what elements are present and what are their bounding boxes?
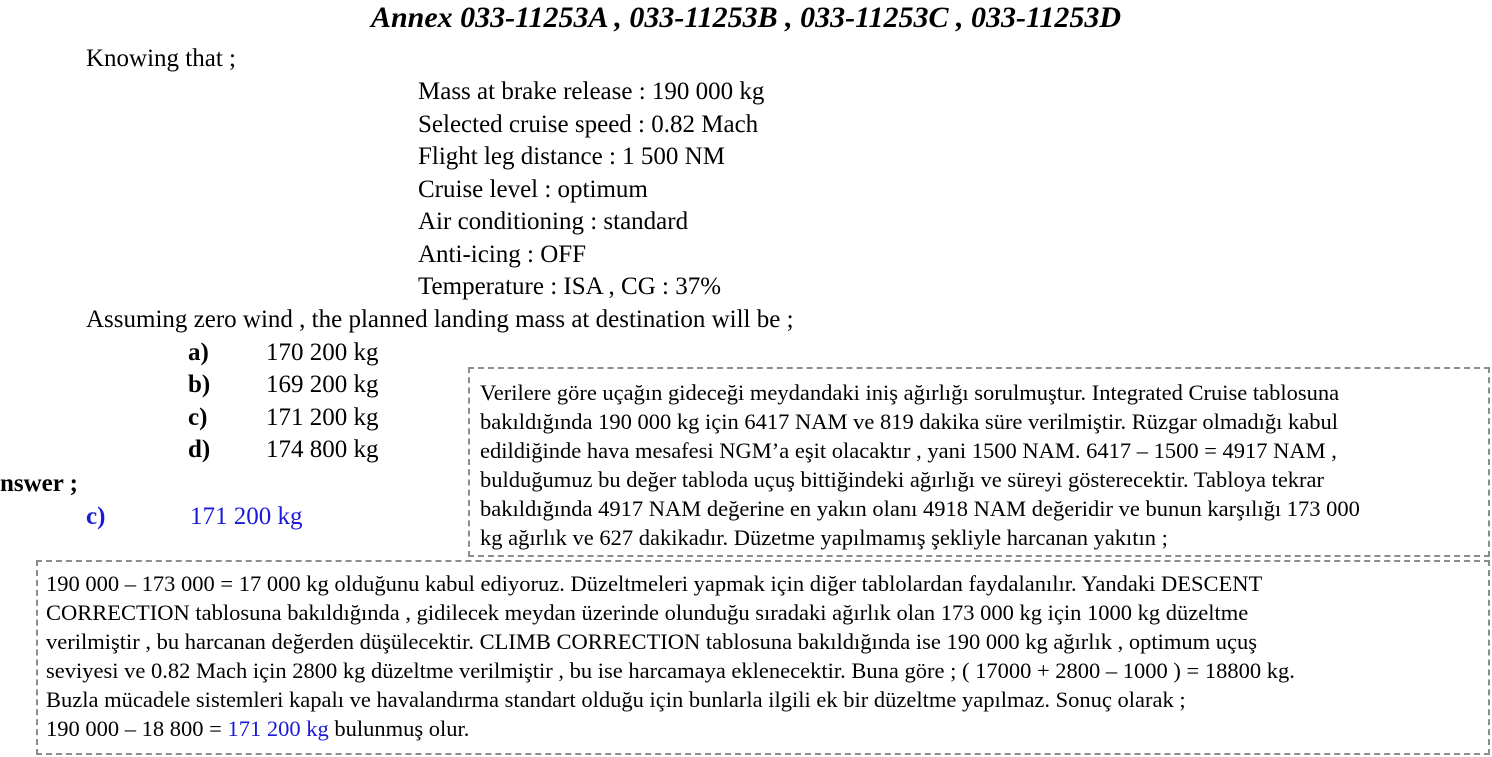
given-distance: Flight leg distance : 1 500 NM xyxy=(418,143,725,170)
explanation-line: Buzla mücadele sistemleri kapalı ve havalandırma standart olduğu için bunlarla ilgili ek bir düzeltme yapılmaz. Sonuç olarak ; xyxy=(46,687,1186,712)
result-prefix: 190 000 – 18 800 = xyxy=(46,716,228,741)
explanation-line: kg ağırlık ve 627 dakikadır. Düzetme yapılmamış şekliyle harcanan yakıtın ; xyxy=(480,525,1168,550)
explanation-line: bulduğumuz bu değer tabloda uçuş bittiğindeki ağırlığı ve süreyi gösterecektir. Tabloya tekrar xyxy=(480,467,1325,492)
answer-value: 171 200 kg xyxy=(190,503,303,530)
explanation-line: CORRECTION tablosuna bakıldığında , gidilecek meydan üzerinde olunduğu sıradaki ağırlık olan 173 000 kg için 1000 kg düzeltme xyxy=(46,600,1249,625)
given-cruise-level: Cruise level : optimum xyxy=(418,176,648,203)
question-text: Assuming zero wind , the planned landing mass at destination will be ; xyxy=(86,306,794,333)
explanation-line: Verilere göre uçağın gideceği meydandaki iniş ağırlığı sorulmuştur. Integrated Cruise tablosuna xyxy=(480,380,1340,405)
result-value: 171 200 kg xyxy=(227,716,329,741)
given-anti-icing: Anti-icing : OFF xyxy=(418,241,587,268)
explanation-line: edildiğinde hava mesafesi NGM’a eşit olacaktır , yani 1500 NAM. 6417 – 1500 = 4917 NAM , xyxy=(480,438,1337,463)
option-d-value: 174 800 kg xyxy=(266,436,379,463)
option-a-value: 170 200 kg xyxy=(266,339,379,366)
explanation-line: seviyesi ve 0.82 Mach için 2800 kg düzeltme verilmiştir , bu ise harcamaya eklenecektir. Buna göre ; ( 17000 + 2800 – 1000 ) = 18800 kg. xyxy=(46,658,1295,683)
option-c-value: 171 200 kg xyxy=(266,404,379,431)
option-a-letter: a) xyxy=(188,339,209,366)
intro-text: Knowing that ; xyxy=(86,45,236,72)
explanation-box-1 xyxy=(468,367,1490,557)
page-title: Annex 033-11253A , 033-11253B , 033-11253C , 033-11253D xyxy=(370,1,1122,34)
option-b-letter: b) xyxy=(188,371,211,398)
answer-label: nswer ; xyxy=(0,470,79,497)
explanation-line: bakıldığında 4917 NAM değerine en yakın olanı 4918 NAM değeridir ve bunun karşılığı 173 000 xyxy=(480,496,1360,521)
given-air-conditioning: Air conditioning : standard xyxy=(418,208,689,235)
given-mass: Mass at brake release : 190 000 kg xyxy=(418,78,765,105)
explanation-line: verilmiştir , bu harcanan değerden düşülecektir. CLIMB CORRECTION tablosuna bakıldığında ise 190 000 kg ağırlık , optimum uçuş xyxy=(46,629,1258,654)
result-line xyxy=(46,714,1480,743)
option-c-letter: c) xyxy=(188,404,208,431)
option-b-value: 169 200 kg xyxy=(266,371,379,398)
answer-letter: c) xyxy=(86,503,106,530)
option-d-letter: d) xyxy=(188,436,211,463)
given-temperature: Temperature : ISA , CG : 37% xyxy=(418,273,722,300)
result-suffix: bulunmuş olur. xyxy=(328,716,470,741)
explanation-line: 190 000 – 173 000 = 17 000 kg olduğunu kabul ediyoruz. Düzeltmeleri yapmak için diğer tablolardan faydalanılır. Yandaki DESCENT xyxy=(46,571,1263,596)
given-speed: Selected cruise speed : 0.82 Mach xyxy=(418,111,759,138)
explanation-box-2 xyxy=(36,560,1490,755)
explanation-line: bakıldığında 190 000 kg için 6417 NAM ve 819 dakika süre verilmiştir. Rüzgar olmadığı kabul xyxy=(480,409,1338,434)
